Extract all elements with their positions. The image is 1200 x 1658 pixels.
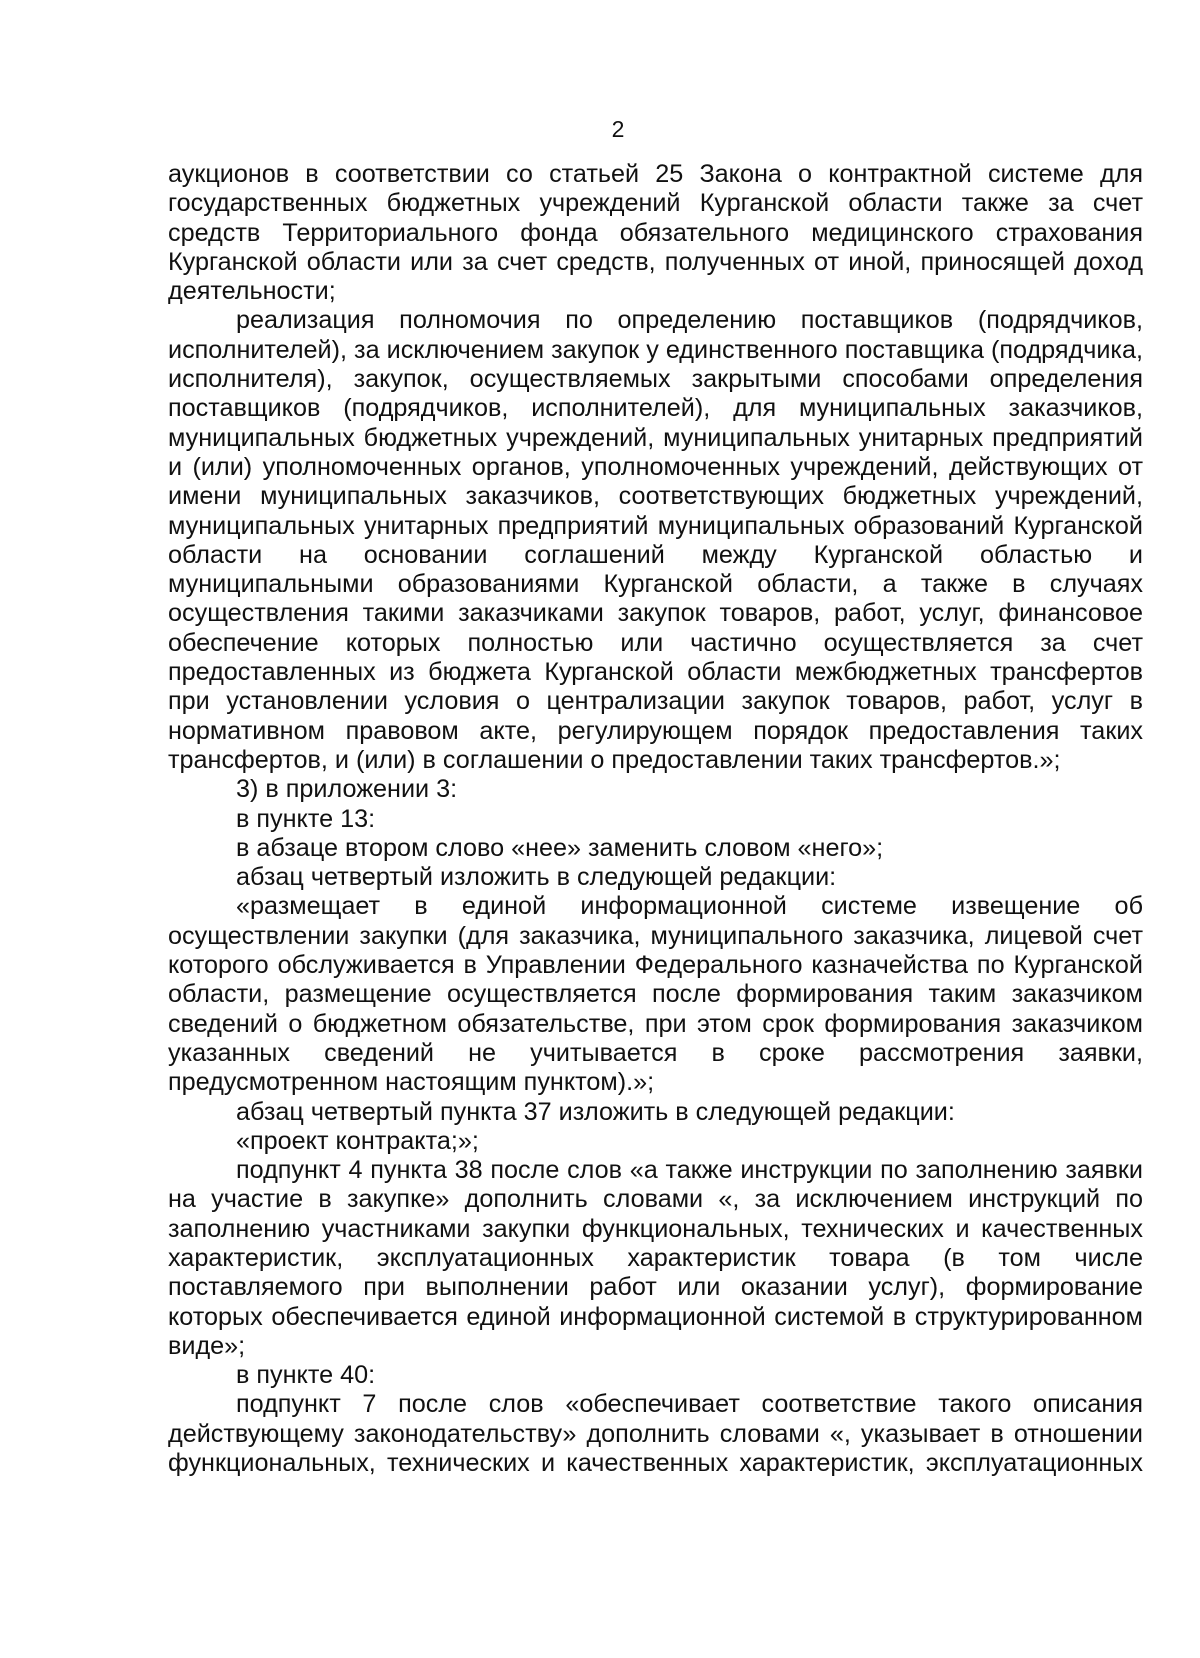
paragraph-point-40: в пункте 40:: [236, 1361, 376, 1390]
paragraph-supplier-determination-authority: реализация полномочия по определению поставщиков (подрядчиков, исполнителей), за исключением закупок у единственного поставщика (подрядчика, исполнителя), закупок, осуществляемых закрытыми способами определения поставщиков (подрядчиков, исполнителей), для муниципальных заказчиков, муниципальных бюджетных учреждений, муниципальных унитарных предприятий и (или) уполномоченных органов, уполномоченных учреждений, действующих от имени муниципальных заказчиков, соответствующих бюджетных учреждений, муниципальных унитарных предприятий муниципальных образований Курганской области на основании соглашений между Курганской областью и муниципальными образованиями Курганской области, а также в случаях осуществления такими заказчиками закупок товаров, работ, услуг, финансовое обеспечение которых полностью или частично осуществляется за счет предоставленных из бюджета Курганской области межбюджетных трансфертов при установлении условия о централизации закупок товаров, работ, услуг в нормативном правовом акте, регулирующем порядок предоставления таких трансфертов, и (или) в соглашении о предоставлении таких трансфертов.»;: [168, 306, 1143, 774]
paragraph-auctions-continuation: аукционов в соответствии со статьей 25 Закона о контрактной системе для государственных бюджетных учреждений Курганской области также за счет средств Территориального фонда обязательного медицинского страхования Курганской области или за счет средств, полученных от иной, приносящей доход деятельности;: [168, 160, 1143, 306]
paragraph-fourth-subparagraph-intro: абзац четвертый изложить в следующей редакции:: [236, 863, 837, 892]
paragraph-notice-placement: «размещает в единой информационной системе извещение об осуществлении закупки (для заказчика, муниципального заказчика, лицевой счет которого обслуживается в Управлении Федерального казначейства по Курганской области, размещение осуществляется после формирования таким заказчиком сведений о бюджетном обязательстве, при этом срок формирования заказчиком указанных сведений не учитывается в сроке рассмотрения заявки, предусмотренном настоящим пунктом).»;: [168, 892, 1143, 1097]
paragraph-second-subparagraph-amendment: в абзаце втором слово «нее» заменить словом «него»;: [236, 833, 884, 862]
paragraph-point-13: в пункте 13:: [236, 804, 376, 833]
page-number: 2: [611, 116, 625, 142]
paragraph-draft-contract: «проект контракта;»;: [236, 1126, 479, 1155]
document-body: [168, 160, 1143, 1478]
paragraph-appendix-3: 3) в приложении 3:: [236, 775, 458, 804]
paragraph-point-38-amendment: подпункт 4 пункта 38 после слов «а также инструкции по заполнению заявки на участие в закупке» дополнить словами «, за исключением инструкций по заполнению участниками закупки функциональных, технических и качественных характеристик, эксплуатационных характеристик товара (в том числе поставляемого при выполнении работ или оказании услуг), формирование которых обеспечивается единой информационной системой в структурированном виде»;: [168, 1156, 1143, 1360]
paragraph-point-40-subpoint-7: подпункт 7 после слов «обеспечивает соответствие такого описания действующему законодательству» дополнить словами «, указывает в отношении функциональных, технических и качественных характеристик, эксплуатационных: [168, 1390, 1143, 1478]
paragraph-point-37-amendment: абзац четвертый пункта 37 изложить в следующей редакции:: [236, 1097, 955, 1126]
